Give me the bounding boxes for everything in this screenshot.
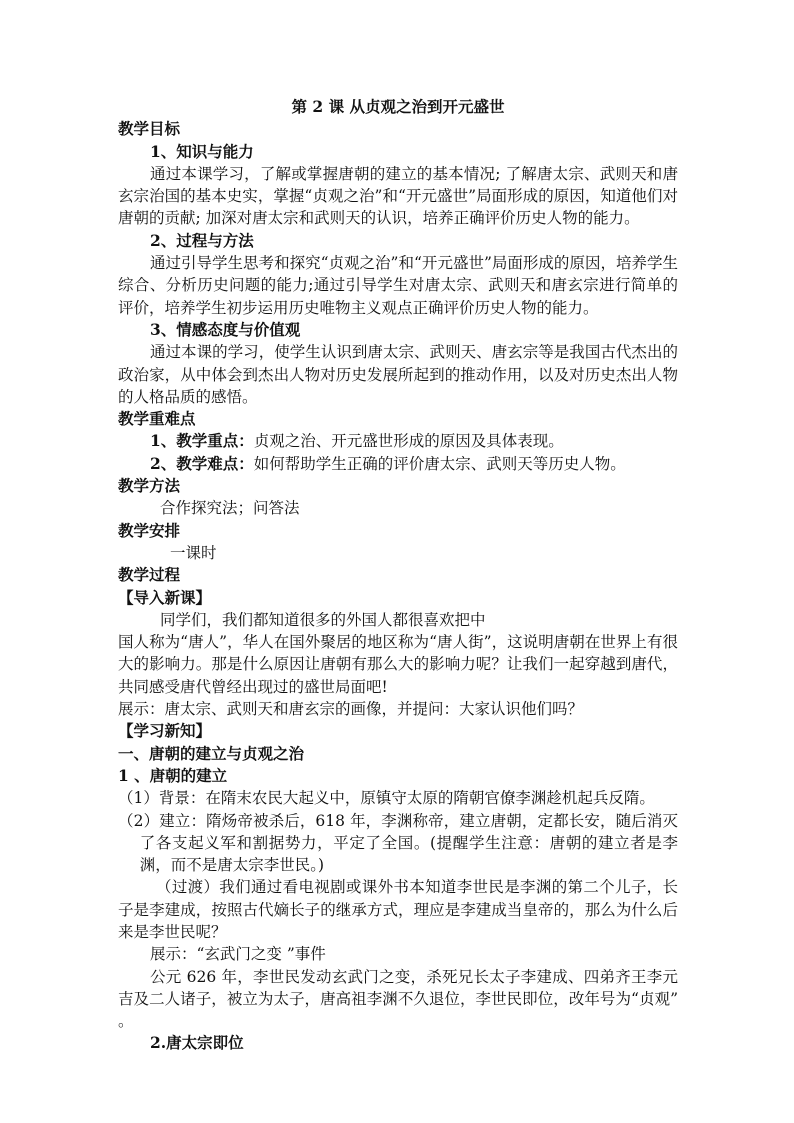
- subheading-process-method: 2、过程与方法: [150, 230, 254, 250]
- show-xuanwu: 展示：“玄武门之变 ”事件: [150, 945, 326, 964]
- heading-process: 教学过程: [118, 565, 181, 585]
- keypoint-focus-label: 1、教学重点：: [150, 431, 254, 451]
- event-paragraph: 公元 626 年，李世民发动玄武门之变，杀死兄长太子李建成、四弟齐王李元吉及二人诸子，被立为太子，唐高祖李渊不久退位，李世民即位，改年号为“贞观” 。: [118, 967, 678, 1031]
- heading-intro: 【导入新课】: [118, 587, 212, 607]
- paragraph-values: 通过本课的学习，使学生认识到唐太宗、武则天、唐玄宗等是我国古代杰出的政治家，从中体会到杰出人物对历史发展所起到的推动作用，以及对历史杰出人物的人格品质的感悟。: [118, 343, 678, 406]
- intro-paragraph: 国人称为“唐人”，华人在国外聚居的地区称为“唐人街”，这说明唐朝在世界上有很大的影响力。那是什么原因让唐朝有那么大的影响力呢？让我们一起穿越到唐代，共同感受唐代曾经出现过的盛世局面吧!: [118, 633, 678, 696]
- document-body: [118, 96, 678, 1055]
- heading-section-1: 1 、唐朝的建立: [118, 765, 228, 785]
- heading-arrange: 教学安排: [118, 520, 181, 540]
- subheading-knowledge: 1、知识与能力: [150, 141, 254, 161]
- intro-show: 展示：唐太宗、武则天和唐玄宗的画像，并提问：大家认识他们吗？: [118, 700, 584, 719]
- transition-paragraph: （过渡）我们通过看电视剧或课外书本知道李世民是李渊的第二个儿子，长子是李建成，按照古代嫡长子的继承方式，理应是李建成当皇帝的，那么为什么后来是李世民呢？: [118, 878, 678, 941]
- paragraph-process-method: 通过引导学生思考和探究“贞观之治”和“开元盛世”局面形成的原因，培养学生综合、分析历史问题的能力;通过引导学生对唐太宗、武则天和唐玄宗进行简单的评价，培养学生初步运用历史唯物主义观点正确评价历史人物的能力。: [118, 254, 678, 317]
- heading-goals: 教学目标: [118, 119, 181, 139]
- section-1-founding: （2）建立：隋炀帝被杀后，618 年，李渊称帝，建立唐朝，定都长安，随后消灭了各支起义军和割据势力，平定了全国。(提醒学生注意：唐朝的建立者是李渊，而不是唐太宗李世民。): [118, 811, 678, 875]
- keypoint-focus-text: 贞观之治、开元盛世形成的原因及具体表现。: [253, 432, 564, 451]
- page-title: 第 2 课 从贞观之治到开元盛世: [291, 97, 505, 116]
- method-text: 合作探究法；问答法: [160, 499, 300, 518]
- subheading-values: 3、情感态度与价值观: [150, 319, 301, 339]
- heading-section-2: 2.唐太宗即位: [150, 1033, 244, 1053]
- arrange-text: 一课时: [170, 543, 217, 562]
- section-1-background: （1）背景：在隋末农民大起义中，原镇守太原的隋朝官僚李渊趁机起兵反隋。: [118, 789, 655, 808]
- intro-line-1: 同学们，我们都知道很多的外国人都很喜欢把中: [160, 610, 486, 629]
- keypoint-difficulty: [118, 453, 678, 475]
- keypoint-difficulty-label: 2、教学难点：: [150, 453, 254, 473]
- heading-method: 教学方法: [118, 476, 181, 496]
- heading-new-knowledge: 【学习新知】: [118, 721, 212, 741]
- heading-keypoints: 教学重难点: [118, 409, 196, 429]
- keypoint-difficulty-text: 如何帮助学生正确的评价唐太宗、武则天等历史人物。: [253, 454, 626, 473]
- keypoint-focus: [118, 430, 678, 452]
- paragraph-knowledge: 通过本课学习，了解或掌握唐朝的建立的基本情况; 了解唐太宗、武则天和唐玄宗治国的基本史实，掌握“贞观之治”和“开元盛世”局面形成的原因，知道他们对唐朝的贡献; 加深对唐太宗和武则天的认识，培养正确评价历史人物的能力。: [118, 164, 678, 228]
- heading-part-1: 一、唐朝的建立与贞观之治: [118, 743, 305, 763]
